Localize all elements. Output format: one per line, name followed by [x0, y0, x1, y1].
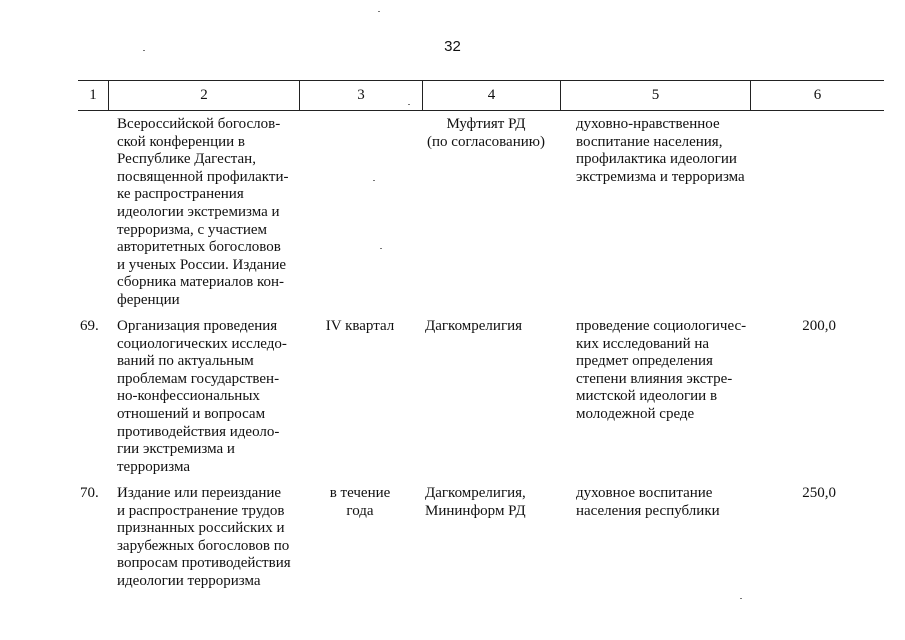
row-description	[117, 485, 293, 591]
scan-speck	[143, 50, 145, 51]
result-line: ких исследований на	[576, 335, 710, 352]
description-line: и ученых России. Издание	[117, 256, 287, 273]
description-line: социологических исследо-	[117, 335, 287, 352]
row-period	[300, 485, 420, 520]
row-description	[117, 318, 293, 476]
row-executor	[425, 485, 565, 520]
description-line: посвященной профилакти-	[117, 168, 289, 185]
result-line: воспитание населения,	[576, 133, 723, 150]
result-line: предмет определения	[576, 353, 713, 370]
description-line: ваний по актуальным	[117, 353, 254, 370]
description-line: авторитетных богословов	[117, 239, 281, 256]
scan-speck	[740, 598, 742, 599]
scan-speck	[408, 104, 410, 105]
description-line: Издание или переиздание	[117, 485, 282, 501]
result-line: степени влияния экстре-	[576, 370, 733, 387]
row-number: 69.	[80, 318, 99, 334]
row-result	[576, 116, 748, 186]
result-line: проведение социологичес-	[576, 318, 747, 334]
result-line: духовно-нравственное	[576, 116, 720, 132]
result-line: профилактика идеологии	[576, 151, 737, 168]
header-col-3: 3	[357, 87, 365, 103]
page-number: 32	[444, 38, 461, 55]
description-line: зарубежных богословов по	[117, 537, 290, 554]
executor-line: (по согласованию)	[427, 133, 545, 150]
row-number: 70.	[80, 485, 99, 501]
description-line: противодействия идеоло-	[117, 423, 280, 440]
period-line: года	[346, 502, 374, 519]
description-line: признанных российских и	[117, 520, 285, 537]
executor-line: Дагкомрелигия	[425, 318, 523, 334]
row-executor	[425, 318, 565, 336]
result-line: молодежной среде	[576, 405, 695, 422]
result-line: экстремизма и терроризма	[576, 168, 745, 185]
description-line: вопросам противодействия	[117, 555, 291, 572]
row-executor	[423, 116, 549, 151]
description-line: Всероссийской богослов-	[117, 116, 281, 132]
result-line: духовное воспитание	[576, 485, 713, 501]
description-line: сборника материалов кон-	[117, 274, 285, 291]
executor-line: Дагкомрелигия,	[425, 485, 526, 501]
header-col-2: 2	[200, 87, 208, 103]
result-line: мистской идеологии в	[576, 388, 718, 405]
executor-line: Мининформ РД	[425, 502, 526, 519]
executor-line: Муфтият РД	[446, 116, 526, 132]
description-line: ференции	[117, 291, 180, 308]
scan-speck	[378, 11, 380, 12]
description-line: идеологии экстремизма и	[117, 203, 280, 220]
description-line: ке распространения	[117, 186, 244, 203]
header-col-1: 1	[89, 87, 97, 103]
row-amount: 250,0	[802, 485, 836, 501]
row-description	[117, 116, 293, 310]
scan-speck	[373, 180, 375, 181]
description-line: терроризма	[117, 458, 191, 475]
description-line: терроризма, с участием	[117, 221, 267, 238]
scan-speck	[380, 248, 382, 249]
row-result	[576, 485, 748, 520]
row-result	[576, 318, 748, 424]
description-line: Организация проведения	[117, 318, 278, 334]
description-line: отношений и вопросам	[117, 405, 266, 422]
result-line: населения республики	[576, 502, 720, 519]
header-col-6: 6	[813, 87, 822, 103]
description-line: проблемам государствен-	[117, 370, 280, 387]
description-line: но-конфессиональных	[117, 388, 260, 405]
description-line: гии экстремизма и	[117, 441, 235, 458]
period-line: в течение	[329, 485, 391, 501]
table-header-row	[78, 80, 884, 111]
description-line: идеологии терроризма	[117, 572, 261, 589]
description-line: Республике Дагестан,	[117, 151, 256, 168]
description-line: и распространение трудов	[117, 502, 285, 519]
header-col-5: 5	[651, 87, 660, 103]
header-col-4: 4	[487, 87, 496, 103]
description-line: ской конференции в	[117, 133, 245, 150]
period-line: IV квартал	[325, 318, 395, 334]
row-period	[300, 318, 420, 336]
row-amount: 200,0	[802, 318, 836, 334]
